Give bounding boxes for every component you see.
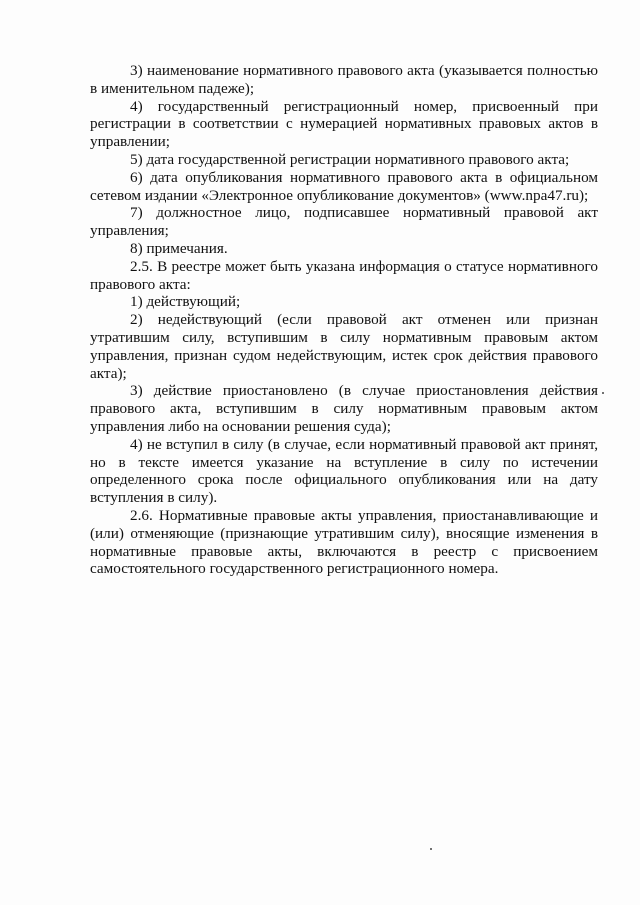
document-body [90, 62, 598, 578]
scan-speck [430, 848, 432, 850]
status-item-4: 4) не вступил в силу (в случае, если нормативный правовой акт принят, но в тексте имеется указание на вступление в силу по истечении определенного срока после официального опубликования или на дату вступления в силу). [90, 435, 598, 507]
paragraph-item-6: 6) дата опубликования нормативного правового акта в официальном сетевом издании «Электронное опубликование документов» (www.npa47.ru); [90, 168, 598, 204]
paragraph-item-3: 3) наименование нормативного правового акта (указывается полностью в именительном падеже); [90, 62, 598, 97]
status-item-2: 2) недействующий (если правовой акт отменен или признан утратившим силу, вступившим в силу нормативным правовым актом управления, признан судом недействующим, истек срок действия правового акта); [90, 311, 598, 382]
paragraph-2-5: 2.5. В реестре может быть указана информация о статусе нормативного правового акта: [90, 257, 598, 293]
paragraph-item-7: 7) должностное лицо, подписавшее нормативный правовой акт управления; [90, 204, 598, 240]
status-item-3: 3) действие приостановлено (в случае приостановления действия правового акта, вступившим в силу нормативным правовым актом управления либо на основании решения суда); [90, 382, 598, 435]
paragraph-item-5: 5) дата государственной регистрации нормативного правового акта; [130, 150, 570, 168]
paragraph-item-4: 4) государственный регистрационный номер, присвоенный при регистрации в соответствии с нумерацией нормативных правовых актов в управлении; [90, 97, 598, 151]
paragraph-item-8: 8) примечания. [130, 239, 228, 257]
scan-speck [602, 392, 604, 394]
paragraph-2-6: 2.6. Нормативные правовые акты управления, приостанавливающие и (или) отменяющие (признающие утратившим силу), вносящие изменения в нормативные правовые акты, включаются в реестр с присвоением самостоятельного государственного регистрационного номера. [90, 506, 598, 578]
status-item-1: 1) действующий; [130, 293, 241, 311]
